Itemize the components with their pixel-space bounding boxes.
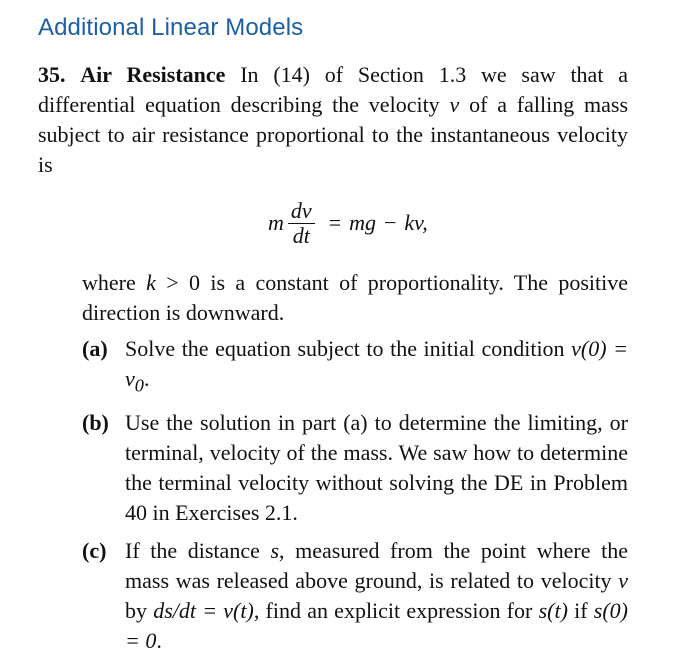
part-c-text-1: If the distance — [125, 538, 260, 564]
var-v-c: v — [618, 568, 629, 594]
part-a-math: v(0) = v — [125, 336, 629, 391]
part-c — [38, 536, 628, 656]
problem-parts — [38, 334, 628, 656]
eq-frac-den: dt — [292, 222, 310, 248]
problem-intro-rest: of a falling mass subject to air resistance proportional to the instantaneous velocity is — [38, 92, 629, 177]
differential-equation — [268, 188, 628, 258]
section-title: Additional Linear Models — [38, 14, 304, 41]
var-k: k — [146, 270, 156, 295]
eq-rhs-a: mg — [349, 210, 376, 235]
var-v: v — [449, 92, 460, 117]
problem-35 — [38, 60, 628, 664]
part-c-math-3: s(0) = 0 — [125, 598, 628, 654]
part-a-math-sub: 0 — [134, 375, 144, 396]
part-c-math-2: s(t) — [538, 598, 568, 624]
eq-lhs-coeff: m — [268, 210, 284, 235]
part-b — [38, 408, 628, 528]
part-c-label: (c) — [82, 538, 107, 564]
part-a-tail: . — [143, 366, 150, 391]
part-c-text-4: , find an explicit expression for — [253, 598, 533, 624]
part-a-label: (a) — [82, 336, 108, 361]
part-b-text: Use the solution in part (a) to determine the limiting, or terminal, velocity of the mass. We saw how to determine the terminal velocity without solving the DE in Problem 40 in Exercises 2.1. — [125, 410, 628, 526]
part-c-tail: . — [156, 628, 162, 654]
part-c-math-1: ds/dt = v(t) — [153, 598, 254, 624]
part-c-text-3: by — [125, 598, 147, 624]
problem-title: Air Resistance — [80, 62, 226, 87]
where-clause — [38, 268, 628, 328]
eq-rhs-b: kv, — [404, 210, 428, 235]
eq-frac-num: dv — [288, 199, 315, 224]
part-c-text-5: if — [574, 598, 588, 624]
eq-fraction — [288, 199, 315, 248]
eq-minus: − — [383, 210, 397, 235]
where-pre: where — [82, 270, 136, 295]
eq-equals: = — [328, 210, 342, 235]
problem-intro — [38, 60, 628, 180]
part-b-label: (b) — [82, 410, 109, 436]
part-c-text-2: , measured from the point where the mass was released above ground, is related to velocity — [125, 538, 629, 594]
problem-intro-text: In (14) of Section 1.3 we saw that a differential equation describing the velocity — [38, 62, 628, 117]
part-a-text: Solve the equation subject to the initial condition — [125, 336, 565, 361]
var-s: s — [270, 538, 280, 564]
where-rest: > 0 is a constant of proportionality. The positive direction is downward. — [82, 270, 629, 325]
part-a — [38, 334, 628, 400]
problem-number: 35. — [38, 62, 66, 87]
